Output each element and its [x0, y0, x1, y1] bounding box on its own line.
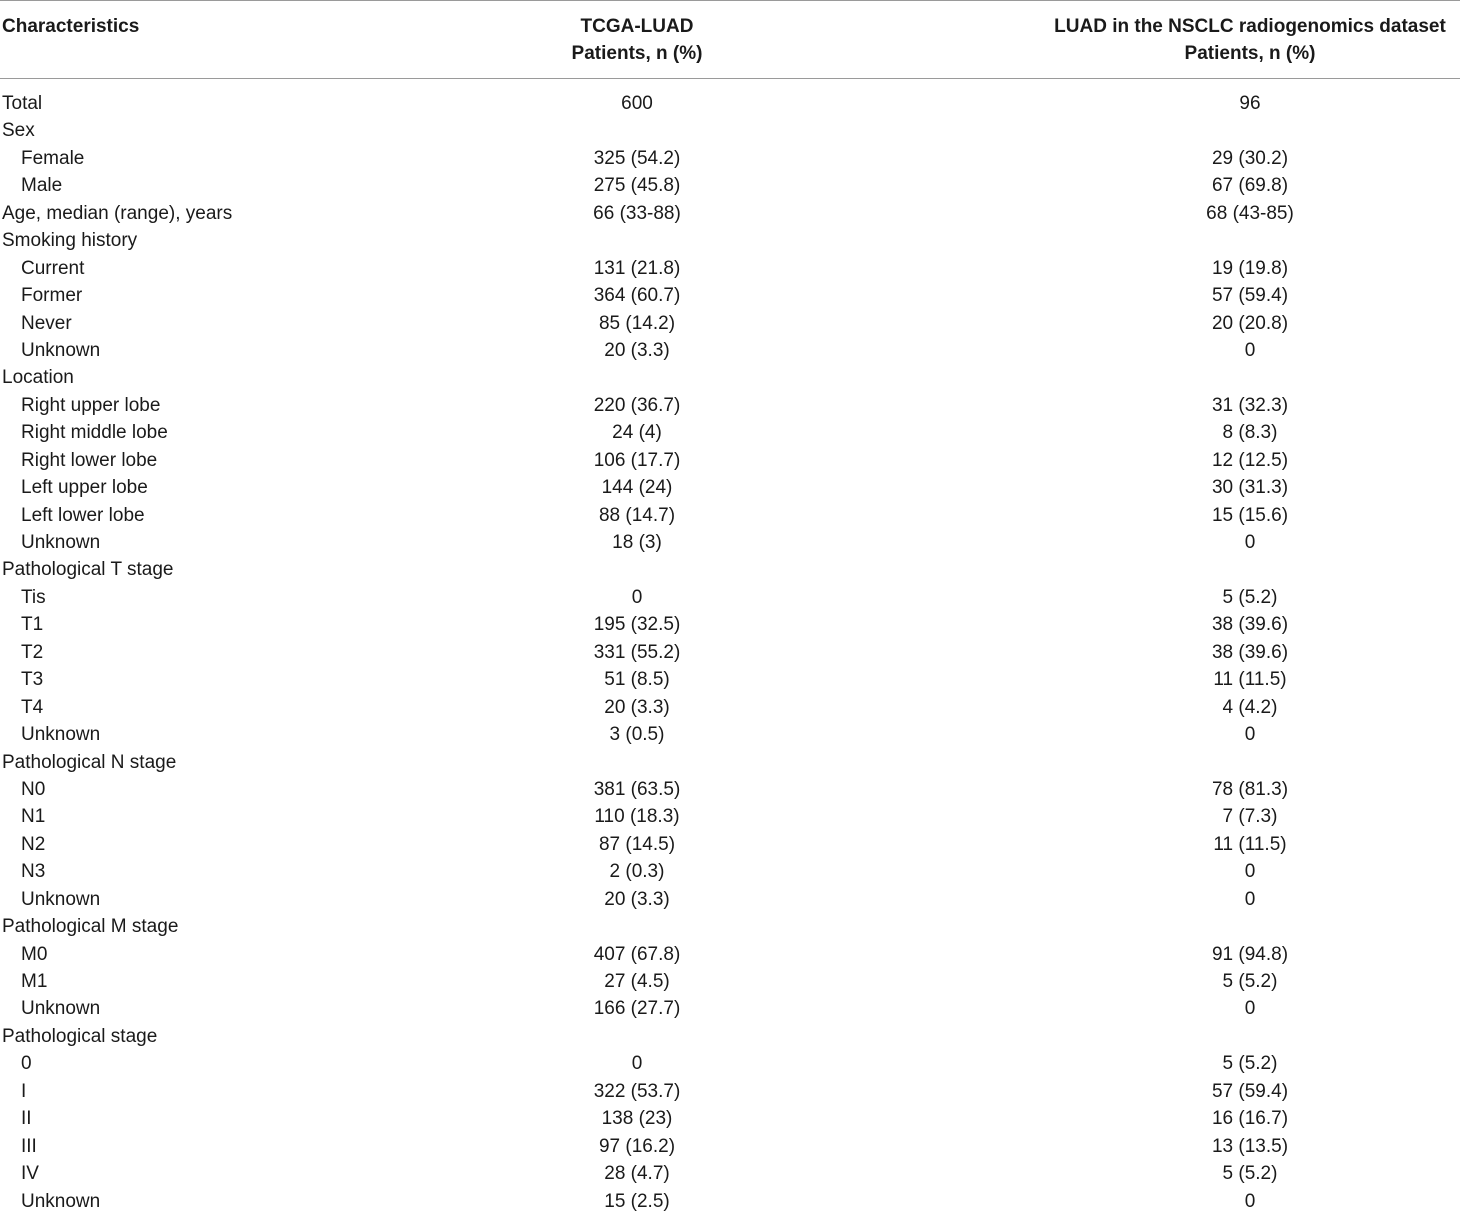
row-label: Tis	[21, 586, 46, 608]
row-label: II	[21, 1108, 32, 1130]
row-label: Current	[21, 257, 85, 279]
row-label: T1	[21, 614, 44, 636]
table-row	[0, 145, 1460, 172]
row-tcga-value: 15 (2.5)	[604, 1190, 670, 1212]
row-nsclc-value: 15 (15.6)	[1211, 504, 1289, 526]
row-tcga-value: 3 (0.5)	[609, 724, 665, 746]
table-row	[0, 941, 1460, 968]
row-label: T4	[21, 696, 44, 718]
header-characteristics	[2, 13, 139, 40]
table-row	[0, 913, 1460, 940]
header-tcga-luad	[487, 13, 787, 67]
row-tcga-value: 275 (45.8)	[593, 175, 681, 197]
row-nsclc-value: 12 (12.5)	[1211, 449, 1289, 471]
row-nsclc-value: 0	[1244, 1190, 1256, 1212]
table-row	[0, 255, 1460, 282]
row-label: N1	[21, 806, 46, 828]
row-label: Unknown	[21, 532, 101, 553]
table-row	[0, 282, 1460, 309]
table-row	[0, 529, 1460, 556]
row-label: Total	[2, 93, 43, 114]
row-tcga-value: 110 (18.3)	[594, 806, 680, 828]
row-label: Pathological stage	[2, 1025, 158, 1047]
row-nsclc-value: 30 (31.3)	[1211, 477, 1289, 499]
row-tcga-value: 20 (3.3)	[604, 339, 670, 361]
row-label: Left lower lobe	[21, 504, 145, 526]
table-row	[0, 1050, 1460, 1077]
row-nsclc-value: 5 (5.2)	[1222, 1053, 1278, 1075]
table-row	[0, 447, 1460, 474]
row-label: Unknown	[21, 888, 101, 910]
table-row	[0, 1105, 1460, 1132]
row-label: N3	[21, 861, 46, 883]
table-row	[0, 749, 1460, 776]
row-label: Location	[2, 367, 74, 389]
row-label: N2	[21, 833, 46, 855]
table-row	[0, 694, 1460, 721]
header-characteristics-line1: Characteristics	[2, 16, 140, 37]
row-tcga-value: 20 (3.3)	[604, 888, 670, 910]
row-nsclc-value: 16 (16.7)	[1211, 1108, 1289, 1130]
table-row	[0, 721, 1460, 748]
header-nsclc-line1: LUAD in the NSCLC radiogenomics dataset	[1054, 16, 1446, 37]
table-row	[0, 419, 1460, 446]
row-nsclc-value: 67 (69.8)	[1211, 175, 1289, 197]
table-row	[0, 172, 1460, 199]
row-nsclc-value: 0	[1244, 724, 1256, 746]
row-tcga-value: 24 (4)	[612, 422, 662, 444]
row-nsclc-value: 11 (11.5)	[1213, 833, 1287, 855]
table-row	[0, 227, 1460, 254]
row-tcga-value: 66 (33-88)	[593, 202, 681, 224]
row-label: IV	[21, 1163, 39, 1185]
row-nsclc-value: 5 (5.2)	[1222, 971, 1278, 992]
header-tcga-luad-line2: Patients, n (%)	[571, 43, 703, 64]
row-tcga-value: 138 (23)	[601, 1108, 673, 1130]
row-nsclc-value: 7 (7.3)	[1222, 806, 1278, 828]
row-label: Left upper lobe	[21, 477, 148, 499]
row-label: Unknown	[21, 998, 101, 1020]
row-tcga-value: 144 (24)	[601, 477, 673, 499]
row-tcga-value: 195 (32.5)	[593, 614, 681, 636]
row-nsclc-value: 91 (94.8)	[1211, 943, 1289, 965]
table-row	[0, 1188, 1460, 1215]
row-tcga-value: 407 (67.8)	[593, 943, 681, 965]
row-tcga-value: 600	[621, 93, 653, 114]
row-nsclc-value: 38 (39.6)	[1211, 641, 1289, 663]
row-tcga-value: 106 (17.7)	[593, 449, 681, 471]
row-tcga-value: 364 (60.7)	[593, 285, 681, 307]
table-body	[0, 90, 1460, 1215]
row-tcga-value: 27 (4.5)	[604, 971, 670, 992]
header-nsclc-radiogenomics	[1040, 13, 1460, 67]
row-nsclc-value: 11 (11.5)	[1213, 669, 1287, 691]
row-tcga-value: 220 (36.7)	[593, 394, 681, 416]
row-nsclc-value: 0	[1244, 532, 1256, 553]
row-tcga-value: 131 (21.8)	[593, 257, 681, 279]
row-label: Never	[21, 312, 72, 334]
row-tcga-value: 85 (14.2)	[598, 312, 676, 334]
row-label: T3	[21, 669, 44, 691]
row-label: Pathological T stage	[2, 559, 174, 581]
row-nsclc-value: 8 (8.3)	[1222, 422, 1278, 444]
row-tcga-value: 18 (3)	[612, 532, 662, 553]
table-row	[0, 502, 1460, 529]
row-nsclc-value: 38 (39.6)	[1211, 614, 1289, 636]
row-tcga-value: 51 (8.5)	[604, 669, 670, 691]
table-row	[0, 556, 1460, 583]
row-label: Male	[21, 175, 63, 197]
table-row	[0, 117, 1460, 144]
row-tcga-value: 87 (14.5)	[598, 833, 676, 855]
row-tcga-value: 88 (14.7)	[598, 504, 676, 526]
row-nsclc-value: 19 (19.8)	[1211, 257, 1289, 279]
row-label: Sex	[2, 120, 35, 142]
table-row	[0, 611, 1460, 638]
table-row	[0, 200, 1460, 227]
row-nsclc-value: 5 (5.2)	[1222, 586, 1278, 608]
row-label: Smoking history	[2, 230, 138, 252]
header-tcga-luad-line1: TCGA-LUAD	[580, 16, 694, 37]
row-nsclc-value: 5 (5.2)	[1222, 1163, 1278, 1185]
row-label: Female	[21, 147, 85, 169]
row-tcga-value: 0	[631, 1053, 643, 1075]
table-row	[0, 831, 1460, 858]
row-label: Right upper lobe	[21, 394, 161, 416]
row-label: T2	[21, 641, 44, 663]
header-nsclc-line2: Patients, n (%)	[1184, 43, 1316, 64]
row-tcga-value: 166 (27.7)	[593, 998, 681, 1020]
row-nsclc-value: 0	[1244, 339, 1256, 361]
row-label: N0	[21, 778, 46, 800]
row-label: M0	[21, 943, 48, 965]
table-row	[0, 995, 1460, 1022]
table-row	[0, 310, 1460, 337]
row-label: M1	[21, 971, 48, 992]
table-header	[0, 1, 1460, 79]
table-row	[0, 639, 1460, 666]
row-label: Age, median (range), years	[2, 202, 233, 224]
table-row	[0, 803, 1460, 830]
row-tcga-value: 97 (16.2)	[598, 1135, 676, 1157]
row-nsclc-value: 20 (20.8)	[1211, 312, 1289, 334]
row-nsclc-value: 31 (32.3)	[1211, 394, 1289, 416]
row-label: III	[21, 1135, 37, 1157]
table-row	[0, 584, 1460, 611]
row-nsclc-value: 29 (30.2)	[1211, 147, 1289, 169]
row-label: 0	[21, 1053, 32, 1075]
table-row	[0, 858, 1460, 885]
table-row	[0, 968, 1460, 995]
table-row	[0, 90, 1460, 117]
row-nsclc-value: 78 (81.3)	[1211, 778, 1289, 800]
row-nsclc-value: 68 (43-85)	[1206, 202, 1294, 224]
row-label: Former	[21, 285, 83, 307]
row-label: Pathological N stage	[2, 751, 177, 773]
table-row	[0, 337, 1460, 364]
table-row	[0, 666, 1460, 693]
row-label: Unknown	[21, 1190, 101, 1212]
table-row	[0, 1133, 1460, 1160]
table-row	[0, 1023, 1460, 1050]
row-tcga-value: 28 (4.7)	[604, 1163, 670, 1185]
row-label: I	[21, 1080, 27, 1102]
table-row	[0, 886, 1460, 913]
table-row	[0, 392, 1460, 419]
row-nsclc-value: 0	[1244, 888, 1256, 910]
row-label: Unknown	[21, 339, 101, 361]
table-row	[0, 776, 1460, 803]
table-row	[0, 364, 1460, 391]
row-nsclc-value: 0	[1244, 998, 1256, 1020]
row-nsclc-value: 57 (59.4)	[1211, 1080, 1289, 1102]
row-tcga-value: 325 (54.2)	[593, 147, 681, 169]
row-nsclc-value: 57 (59.4)	[1211, 285, 1289, 307]
row-label: Right lower lobe	[21, 449, 158, 471]
row-tcga-value: 0	[631, 586, 643, 608]
row-label: Pathological M stage	[2, 916, 179, 938]
row-tcga-value: 331 (55.2)	[593, 641, 681, 663]
row-nsclc-value: 0	[1244, 861, 1256, 883]
row-tcga-value: 322 (53.7)	[593, 1080, 681, 1102]
row-label: Unknown	[21, 724, 101, 746]
row-tcga-value: 2 (0.3)	[609, 861, 665, 883]
row-tcga-value: 381 (63.5)	[593, 778, 681, 800]
row-nsclc-value: 13 (13.5)	[1211, 1135, 1289, 1157]
row-tcga-value: 20 (3.3)	[604, 696, 670, 718]
row-nsclc-value: 96	[1239, 93, 1261, 114]
table-row	[0, 474, 1460, 501]
row-label: Right middle lobe	[21, 422, 168, 444]
row-nsclc-value: 4 (4.2)	[1222, 696, 1278, 718]
table-row	[0, 1078, 1460, 1105]
table-row	[0, 1160, 1460, 1187]
